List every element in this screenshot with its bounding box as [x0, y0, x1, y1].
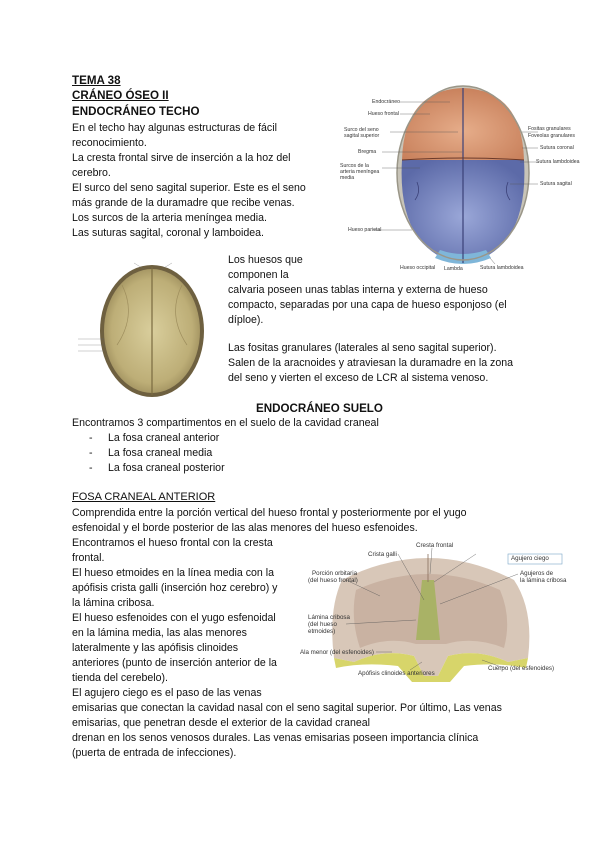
text-line: En el techo hay algunas estructuras de fácil — [72, 122, 277, 134]
text-line: cerebro. — [72, 167, 111, 179]
text-line: Las suturas sagital, coronal y lamboidea. — [72, 227, 264, 239]
text-line: (puerta de entrada de infecciones). — [72, 747, 237, 759]
list-item: La fosa craneal media — [108, 447, 213, 459]
fig1-label: Lambda — [444, 266, 463, 272]
fig1-label: Sutura lambdoidea — [536, 159, 580, 165]
fig1-label: Surcos de la arteria meníngea media — [340, 163, 380, 181]
fig3-label: etmoides) — [308, 628, 336, 635]
text-line: drenan en los senos venosos durales. Las venas emisarias poseen importancia clínica — [72, 732, 479, 744]
text-line: en la lámina media, las alas menores — [72, 627, 247, 639]
text-line: Los huesos que — [228, 254, 303, 266]
text-line: compacto, separadas por una capa de hueso esponjoso (el — [228, 299, 507, 311]
section-heading-anterior: FOSA CRANEAL ANTERIOR — [72, 491, 216, 503]
fig1-label: Sutura coronal — [540, 145, 574, 151]
fig3-label: la lámina cribosa — [520, 577, 567, 584]
text-line: El hueso etmoides en la línea media con la — [72, 567, 274, 579]
text-line: componen la — [228, 269, 289, 281]
fig1-label: Hueso frontal — [368, 111, 399, 117]
fig1-label: Sutura sagital — [540, 181, 572, 187]
fig3-label: Apófisis clinoides anteriores — [358, 670, 435, 677]
fig3-label: (del hueso frontal) — [308, 577, 358, 584]
text-line: El hueso esfenoides con el yugo esfenoidal — [72, 612, 276, 624]
text-line: esfenoidal y el borde posterior de las alas menores del hueso esfenoides. — [72, 522, 418, 534]
fig1-label: Bregma — [358, 149, 377, 155]
fig3-label: Ala menor (del esfenoides) — [300, 649, 374, 656]
text-line: Los surcos de la arteria meníngea media. — [72, 212, 267, 224]
fig3-label: (del hueso — [308, 621, 337, 628]
text-line: Salen de la aracnoides y atraviesan la duramadre en la zona — [228, 357, 514, 369]
text-line: díploe). — [228, 314, 264, 326]
text-line: frontal. — [72, 552, 105, 564]
text-line: La cresta frontal sirve de inserción a la hoz del — [72, 152, 291, 164]
fig1-label: Hueso occipital — [400, 265, 436, 271]
fig1-label: Surco del seno sagital superior — [344, 127, 380, 139]
list-bullet: - — [89, 432, 93, 444]
text-line: El surco del seno sagital superior. Este es el seno — [72, 182, 306, 194]
fig3-label: Cuerpo (del esfenoides) — [488, 665, 555, 672]
suelo-intro: Encontramos 3 compartimentos en el suelo de la cavidad craneal — [72, 417, 379, 429]
fig3-label: Agujeros de — [520, 570, 554, 577]
text-line: la lámina cribosa. — [72, 597, 155, 609]
fig3-label: Crista galli — [368, 551, 397, 558]
figure-calvaria-colored — [340, 80, 580, 275]
text-line: más grande de la duramadre que recibe venas. — [72, 197, 295, 209]
topic-title: TEMA 38 — [72, 74, 121, 87]
text-line: anteriores (punto de inserción anterior de la — [72, 657, 277, 669]
fig1-label: Foveolas granulares — [528, 133, 576, 139]
fig3-label: Agujero ciego — [511, 555, 549, 562]
fig1-label: Endocráneo — [372, 99, 400, 105]
figure-anterior-fossa — [298, 540, 566, 695]
text-line: apófisis crista galli (inserción hoz cerebro) y — [72, 582, 278, 594]
text-line: reconocimiento. — [72, 137, 147, 149]
fig1-label: Hueso parietal — [348, 227, 382, 233]
fig1-label: Fositas granulares — [528, 126, 571, 132]
text-line: Comprendida entre la porción vertical del hueso frontal y posteriormente por el yugo — [72, 507, 467, 519]
text-line: del seno y vierten el exceso de LCR al sistema venoso. — [228, 372, 489, 384]
fig3-label: Porción orbitaria — [312, 570, 358, 577]
text-line: calvaria poseen unas tablas interna y externa de hueso — [228, 284, 488, 296]
list-item: La fosa craneal posterior — [108, 462, 225, 474]
list-bullet: - — [89, 462, 93, 474]
topic-subtitle: CRÁNEO ÓSEO II — [72, 89, 169, 102]
text-line: El agujero ciego es el paso de las venas — [72, 687, 262, 699]
section-heading-suelo: ENDOCRÁNEO SUELO — [256, 402, 383, 415]
calvaria-photo-illustration — [72, 255, 228, 400]
text-line: emisarias, que penetran desde el exterior de la cavidad craneal — [72, 717, 370, 729]
text-line: emisarias que conectan la cavidad nasal con el seno sagital superior. Por último, Las venas — [72, 702, 502, 714]
text-line: lateralmente y las apófisis clinoides — [72, 642, 239, 654]
fig3-label: Lámina cribosa — [308, 614, 350, 621]
list-bullet: - — [89, 447, 93, 459]
figure-calvaria-photo — [72, 255, 228, 400]
fig1-label: Sutura lambdoidea — [480, 265, 524, 271]
text-line: tienda del cerebelo). — [72, 672, 168, 684]
text-line: Encontramos el hueso frontal con la cresta — [72, 537, 273, 549]
list-item: La fosa craneal anterior — [108, 432, 220, 444]
text-line: Las fositas granulares (laterales al seno sagital superior). — [228, 342, 497, 354]
section-heading-techo: ENDOCRÁNEO TECHO — [72, 105, 200, 118]
fig3-label: Cresta frontal — [416, 542, 454, 549]
